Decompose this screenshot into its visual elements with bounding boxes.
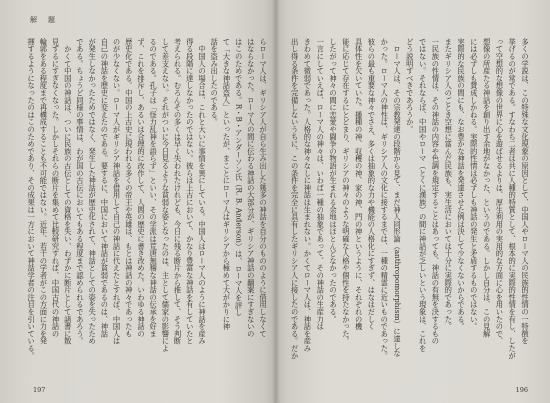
text-column: ではない。それならば、中国やローマ（とくに漢族）の間に神話が乏しいという現象は、これを	[418, 38, 428, 352]
text-column: 具体性を欠いていた。播種の神、収穫の神、家の神、門の神というように、それぞれの機	[354, 38, 364, 330]
right-page-text	[288, 38, 531, 368]
text-column: かった。ローマ人の神性は、ギリシア人の文化に接するまでは、一種の精霊に近いものであった。	[380, 38, 390, 360]
text-column: はこのためである。R・B・アンダーソン氏（R. B. Anderson）は、ローマ人を評し	[234, 38, 244, 316]
text-column: どう説明すべきであろうか。	[405, 38, 415, 133]
text-column: したがって神々の間に恋愛や闘争の物語が生まれる余地はほとんどなかったのである。	[329, 38, 339, 323]
text-column: 一言にしていえば、ローマ人の神々は、いわば一種の抽象であって、その神話の生産力は	[316, 38, 326, 330]
text-column: 彼らの最も重要な神々でさえ、多くは抽象的な力や機能の人格化にすぎず、はなはだしく	[367, 38, 377, 330]
text-column: 中国人の場合は、これと大いに事情を異にしている。中国人はローマ人のように神話を産み	[197, 38, 207, 345]
text-column: って空想的な想像の世界に心を遊ばせるよりは、厚生利用の実用的な方面に心を用いたので、	[495, 38, 505, 345]
text-column: 想像の所産たる神話を創り出す余地がなかった、というのである。しかし自分は、この見解	[482, 38, 492, 338]
text-column: して差支えない。それがついに今日見るような貧弱な姿となったのは、主として儒家の影響によ	[161, 38, 171, 352]
text-column: のが少なくない。ローマ人がギリシア神話を借用して自己の神話に代えたとすれば、中国人は	[112, 38, 122, 345]
book-gutter	[272, 0, 280, 403]
text-column: 自己の神話を歴史に変えたのである。要するに、中国において神話が貧弱であるのは、神話	[100, 38, 110, 338]
text-column: 輪郭をある程度まで再構成することも不可能ではない。近年、若干の学者がこの方面に力を発	[39, 38, 49, 345]
text-column: 話を盗み出したのである。	[210, 38, 220, 126]
text-column: らローマ人は、ギリシア人が自ら生み出した幾多の神話を自分のもののように借用しなくて	[259, 38, 268, 338]
text-column: 考えられる。むろんその多くは早く失われたけれども、今日に残る断片から推して、そう判断	[173, 38, 183, 345]
text-column: 出し得る条件を完備しないうちに、この条件を完全に具有したギリシア人に接したのである。だか	[290, 38, 300, 360]
text-column: て「大きな神話盗人」といったが、まことにローマ人はギリシアから極めて大がかりに神	[222, 38, 232, 330]
text-column: ローマ人は、その宗教発達の段階から見て、まだ神人同形論（anthropomorphism）に達しな	[393, 38, 403, 357]
running-head: 解 題	[30, 16, 57, 24]
text-column: 見するにすぎなくなった。しかしそれらの断片を集めて比較研究すれば、中国古代の神話の	[51, 38, 61, 338]
text-column: が発生しなかったためではなく、発生した神話が歴史化されて、神話としての姿を失ったため	[88, 38, 98, 345]
text-column: はならなかった。ローマ人の間に伝わる神話の大部分が、ギリシア神話の翻案にすぎないの	[246, 38, 256, 338]
text-column: 能に応じて存在するにとどまり、ギリシアの神々のような明確な人格や個性を持たなかった。	[341, 38, 351, 345]
left-page-text	[25, 38, 269, 368]
text-column: 得る段階に達しなかったのではない。彼らは上古において、かなり豊富な神話を有していたと	[185, 38, 195, 345]
page-number-right: 196	[515, 386, 528, 394]
text-column: またギリシア人のごとき空想に富んだ民族も、実生活においては十分に実際的であった。	[444, 38, 454, 330]
text-column: 多くの学説は、この特殊な文化現象の原因として、中国人やローマ人の民族的性情の一特徴を	[521, 38, 530, 345]
text-column: である。ちょうど同様の事情は、わが国の古伝においてもある程度まで認められるであろう。	[75, 38, 85, 345]
text-column: には必ずしも賛成しかねる。実際的性情は必ずしも神話の発生と矛盾するものではない。	[469, 38, 479, 330]
text-column: 実際的な民族の間にも、なお豊かな神話を発達させた例は決して少なくないからである。	[457, 38, 467, 330]
text-column: 揮するようになったのはこのためであり、その成果は一方において神話学者の注目を引いている。	[27, 38, 37, 360]
text-column: きわめて微弱であった。人格的な神々なしに神話は生まれない。かくてローマ人は、神話を産み	[303, 38, 313, 352]
text-column: ず、これを排斥し、あるいは合理的に改作して、人間の歴史に書き改めた。いわゆる神話の	[136, 38, 146, 338]
page-number-left: 197	[33, 386, 46, 394]
text-column: るのである。孔子は「怪力乱神を語らず」といい、その学派は荒唐無稽な神話の伝承を好ま	[149, 38, 159, 338]
text-column: 一民族の性情は、その神話の内容や色調を規定することはあっても、神話の有無を決するもの	[431, 38, 441, 345]
text-column: 挙げるのが常である。すなわち二者は共に人種的特質として、根本的に実際的性情を有し、したが	[508, 38, 518, 360]
text-column: 歴史化である。中国の上古史に現われる多くの帝王や英雄は、もとは神話の神々であったも	[124, 38, 134, 338]
text-column: かくて中国の神話は、ついに民族の古伝としての資格を失い、わずかに断片として諸書に散	[63, 38, 73, 345]
